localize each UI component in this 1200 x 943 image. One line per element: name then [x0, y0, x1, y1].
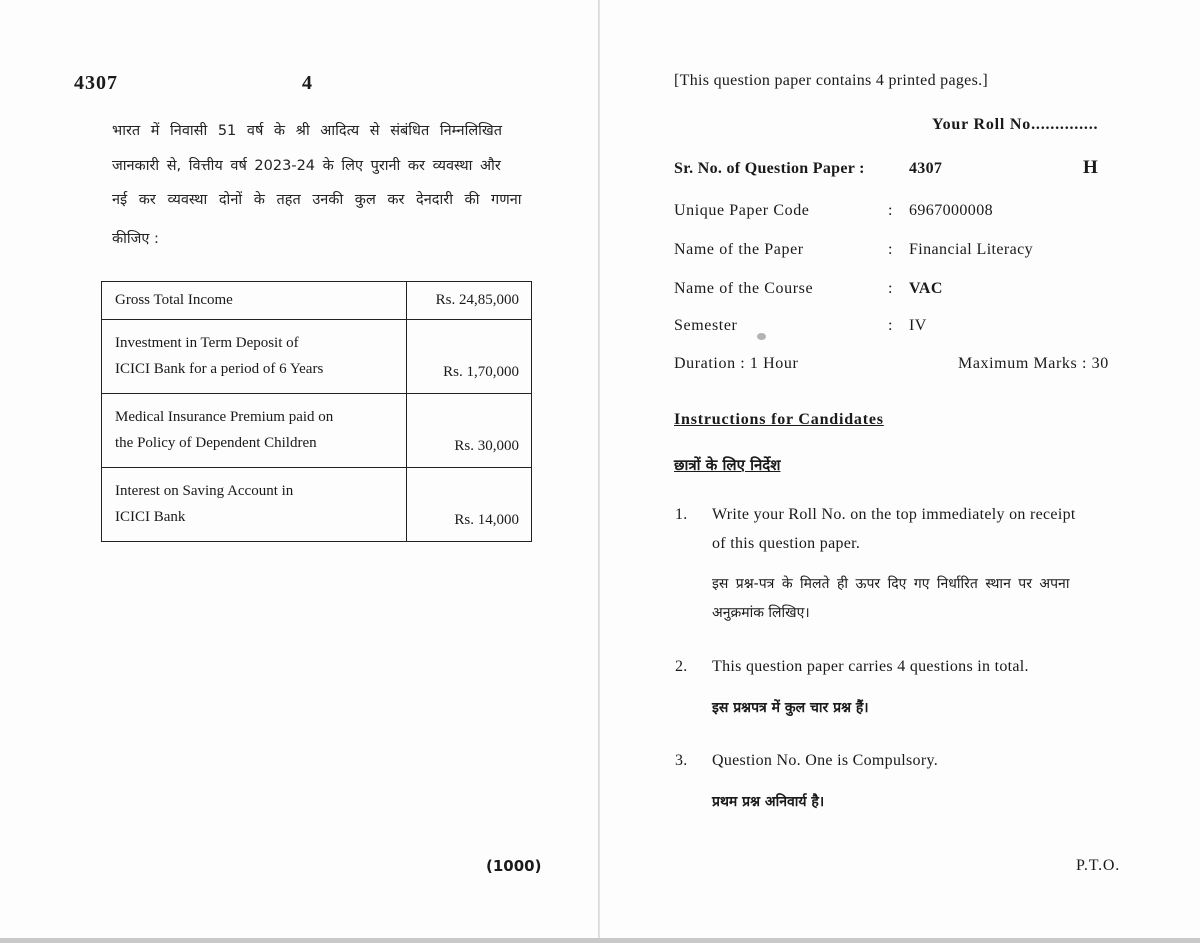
- table-cell-amount: Rs. 1,70,000: [407, 319, 532, 393]
- instruction-text: Question No. One is Compulsory.: [712, 752, 939, 769]
- detail-value: 6967000008: [909, 202, 993, 219]
- serial-value: 4307: [909, 160, 943, 177]
- header-note: [This question paper contains 4 printed pages.]: [674, 72, 989, 89]
- instruction-text: of this question paper.: [712, 535, 861, 552]
- row-desc: Interest on Saving Account in: [115, 483, 294, 500]
- duration: Duration : 1 Hour: [674, 355, 799, 372]
- row-desc: Medical Insurance Premium paid on: [115, 409, 334, 426]
- paper-code: 4307: [74, 72, 118, 94]
- instruction-text-hindi: इस प्रश्नपत्र में कुल चार प्रश्न हैं।: [712, 700, 869, 716]
- question-line-3: नई कर व्यवस्था दोनों के तहत उनकी कुल कर देनदारी की गणना: [112, 192, 522, 208]
- table-cell-desc: [102, 467, 407, 541]
- detail-colon: :: [888, 241, 893, 258]
- table-row: [102, 467, 532, 541]
- detail-label: Semester: [674, 317, 738, 334]
- row-desc: Investment in Term Deposit of: [115, 335, 299, 352]
- serial-label: Sr. No. of Question Paper :: [674, 160, 865, 177]
- table-row: [102, 282, 532, 320]
- ink-smudge: [757, 333, 766, 340]
- table-row: [102, 393, 532, 467]
- instruction-number: 1.: [675, 506, 688, 523]
- page-number: 4: [302, 72, 312, 94]
- row-desc: the Policy of Dependent Children: [115, 435, 317, 452]
- detail-value: IV: [909, 317, 927, 334]
- page-edge: [0, 938, 1200, 943]
- row-desc: ICICI Bank for a period of 6 Years: [115, 361, 324, 378]
- table-cell-desc: [102, 282, 407, 320]
- detail-value: VAC: [909, 280, 943, 297]
- set-letter: H: [1083, 157, 1099, 178]
- table-cell-amount: Rs. 24,85,000: [407, 282, 532, 320]
- question-line-4: कीजिए :: [112, 231, 159, 247]
- detail-colon: :: [888, 317, 893, 334]
- table-row: [102, 319, 532, 393]
- max-marks: Maximum Marks : 30: [958, 355, 1109, 372]
- table-cell-desc: [102, 393, 407, 467]
- instruction-text-hindi: अनुक्रमांक लिखिए।: [712, 605, 810, 621]
- detail-colon: :: [888, 202, 893, 219]
- instruction-text-hindi: प्रथम प्रश्न अनिवार्य है।: [712, 794, 825, 810]
- instruction-text: This question paper carries 4 questions in total.: [712, 658, 1029, 675]
- row-desc: Gross Total Income: [115, 292, 233, 309]
- row-desc: ICICI Bank: [115, 509, 186, 526]
- instruction-number: 3.: [675, 752, 688, 769]
- instruction-text-hindi: इस प्रश्न-पत्र के मिलते ही ऊपर दिए गए निर्धारित स्थान पर अपना: [712, 576, 1070, 592]
- table-cell-amount: Rs. 30,000: [407, 393, 532, 467]
- instructions-heading: Instructions for Candidates: [674, 411, 884, 428]
- instruction-text: Write your Roll No. on the top immediately on receipt: [712, 506, 1076, 523]
- instructions-heading-hindi: छात्रों के लिए निर्देश: [674, 456, 781, 474]
- income-table: [101, 281, 532, 542]
- detail-label: Unique Paper Code: [674, 202, 810, 219]
- table-cell-desc: [102, 319, 407, 393]
- question-line-2: जानकारी से, वित्तीय वर्ष 2023-24 के लिए पुरानी कर व्यवस्था और: [112, 158, 501, 174]
- question-line-1: भारत में निवासी 51 वर्ष के श्री आदित्य से संबंधित निम्नलिखित: [112, 123, 503, 139]
- print-count: (1000): [486, 857, 542, 875]
- roll-no-field: Your Roll No..............: [932, 116, 1099, 133]
- detail-label: Name of the Paper: [674, 241, 804, 258]
- detail-colon: :: [888, 280, 893, 297]
- detail-label: Name of the Course: [674, 280, 814, 297]
- pto-footer: P.T.O.: [1076, 857, 1121, 874]
- table-cell-amount: Rs. 14,000: [407, 467, 532, 541]
- detail-value: Financial Literacy: [909, 241, 1034, 258]
- instruction-number: 2.: [675, 658, 688, 675]
